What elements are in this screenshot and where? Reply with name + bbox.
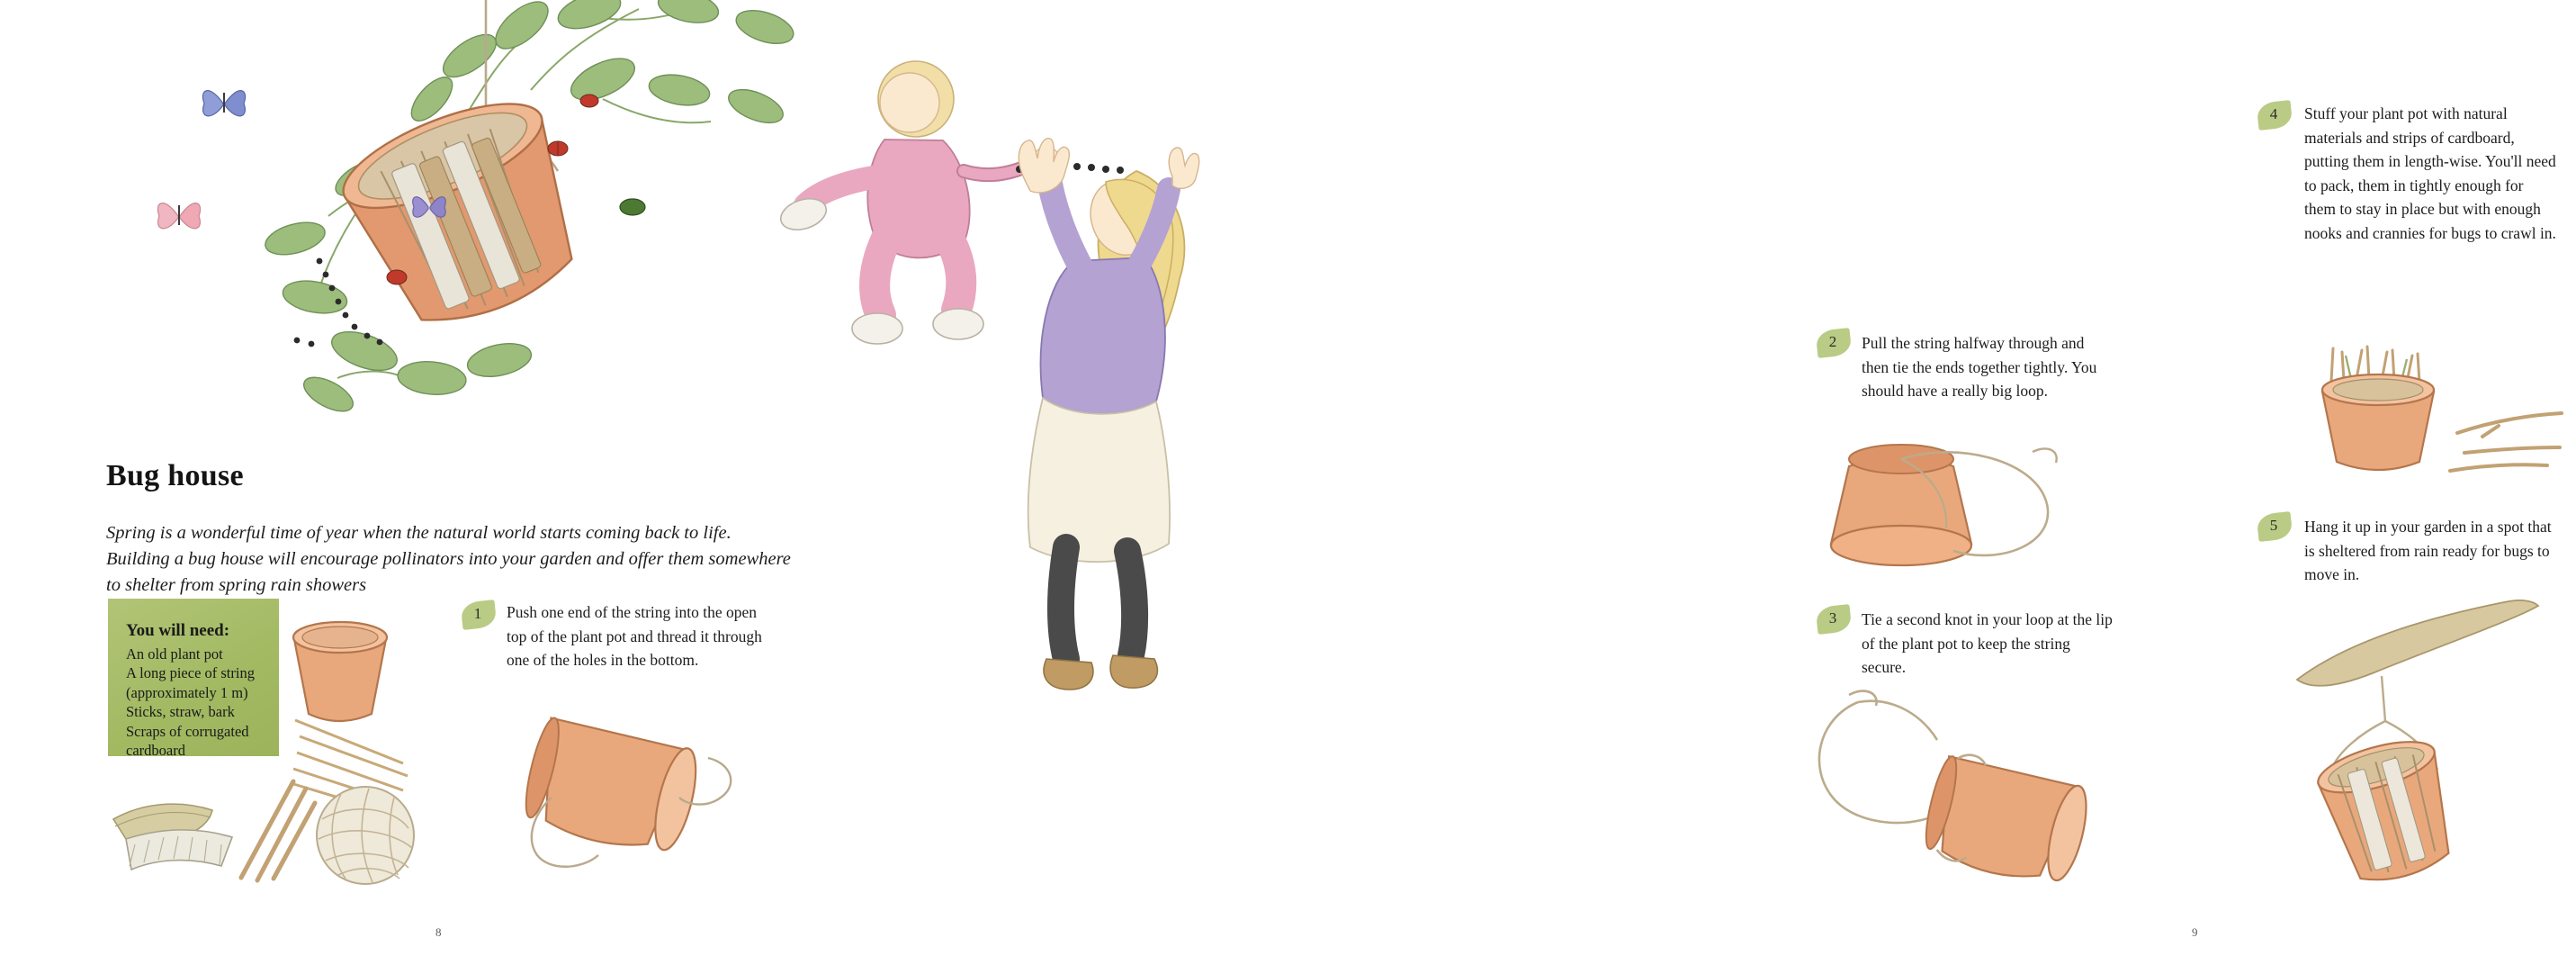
butterfly-illustration bbox=[148, 189, 211, 243]
hanging-bug-house-illustration bbox=[135, 0, 837, 495]
materials-item: Scraps of corrugated cardboard bbox=[126, 722, 249, 759]
step-number: 2 bbox=[1828, 333, 1837, 350]
page-number-right: 9 bbox=[2192, 925, 2198, 939]
step-text: Tie a second knot in your loop at the lip of the plant pot to keep the string secure. bbox=[1862, 610, 2113, 676]
pot-with-loop-illustration bbox=[1811, 432, 2099, 612]
step-number: 5 bbox=[2269, 517, 2278, 534]
step-number-badge bbox=[2257, 513, 2292, 540]
materials-item: A long piece of string (approximately 1 m) bbox=[126, 664, 255, 701]
empty-plant-pot-illustration bbox=[274, 608, 405, 734]
step-number-badge bbox=[462, 601, 496, 628]
materials-pile-illustration bbox=[106, 720, 466, 891]
step-text: Stuff your plant pot with natural materials and strips of cardboard, putting them in length-wise. You'll need to pack, them in tightly enough for them to stay in place but with enough nooks and crannies for bugs to crawl in. bbox=[2304, 104, 2556, 242]
step-number-badge bbox=[2257, 102, 2292, 129]
step-number: 3 bbox=[1828, 609, 1837, 627]
butterfly-illustration bbox=[405, 185, 454, 230]
step-number-badge bbox=[1817, 329, 1851, 356]
materials-item: An old plant pot bbox=[126, 645, 223, 663]
left-page bbox=[0, 0, 875, 965]
materials-heading: You will need: bbox=[126, 621, 230, 640]
step-text: Hang it up in your garden in a spot that is sheltered from rain ready for bugs to move in. bbox=[2304, 518, 2552, 583]
materials-item: Sticks, straw, bark bbox=[126, 703, 235, 720]
step-text: Pull the string halfway through and then tie the ends together tightly. You should have a really big loop. bbox=[1862, 334, 2097, 400]
step-number: 1 bbox=[473, 605, 482, 622]
pot-with-knot-illustration bbox=[1802, 684, 2099, 891]
page-number-left: 8 bbox=[435, 925, 442, 939]
hung-bug-house-branch-illustration bbox=[2288, 590, 2558, 905]
filled-pot-illustration bbox=[2306, 347, 2576, 491]
step-number: 4 bbox=[2269, 105, 2278, 122]
child-and-adult-illustration bbox=[749, 54, 1307, 774]
step-text: Push one end of the string into the open top of the plant pot and thread it through one of the holes in the bottom. bbox=[507, 603, 762, 669]
right-page bbox=[875, 0, 2556, 965]
step-number-badge bbox=[1817, 606, 1851, 633]
page-title: Bug house bbox=[106, 458, 244, 492]
intro-paragraph: Spring is a wonderful time of year when the natural world starts coming back to life. Building a bug house will encourage pollinators into your garden and offer them somewhere to shelter from spring rain showers bbox=[106, 522, 791, 595]
butterfly-illustration bbox=[193, 77, 256, 131]
pot-with-string-illustration bbox=[499, 711, 760, 882]
